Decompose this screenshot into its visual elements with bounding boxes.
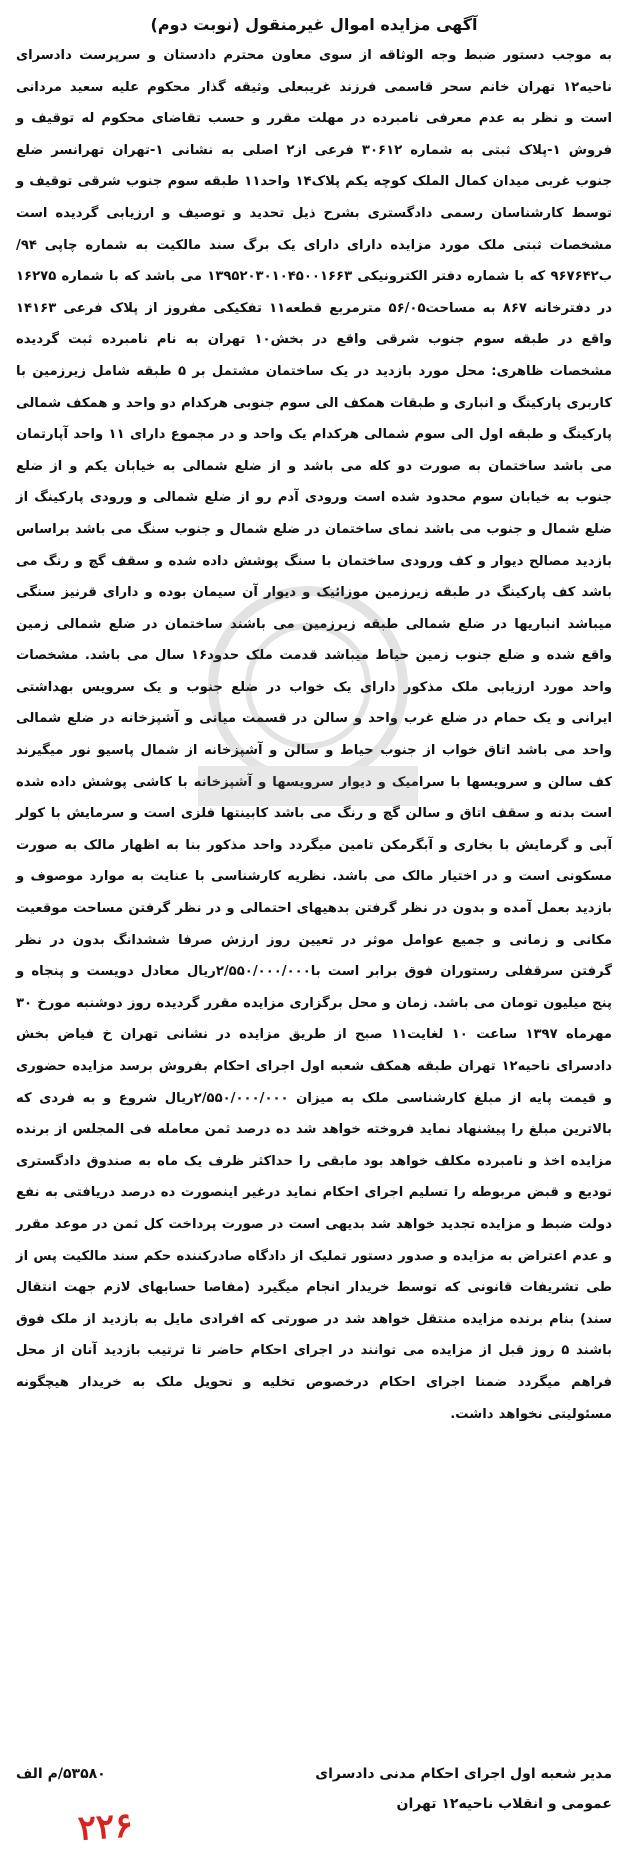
notice-title: آگهی مزایده اموال غیرمنقول (نوبت دوم) xyxy=(150,15,478,34)
footer-row-1 xyxy=(16,1759,612,1789)
handwritten-number: ۲۲۶ xyxy=(76,1805,135,1849)
auction-notice xyxy=(8,6,620,1847)
signature-title-line1: مدیر شعبه اول اجرای احکام مدنی دادسرای xyxy=(315,1766,612,1782)
notice-body: به موجب دستور ضبط وجه الوثاقه از سوی معاون محترم دادستان و سرپرست دادسرای ناحیه۱۲ تهران خانم سحر قاسمی فرزند غریبعلی وثیقه گذار محکوم علیه سعید مردانی است و نظر به عدم معرفی نامبرده در مهلت مقرر و حسب تقاضای محکوم له توقیف و فروش ۱-پلاک ثبتی به شماره ۳۰۶۱۲ فرعی از۲ اصلی به نشانی ۱-تهران تهرانسر ضلع جنوب غربی میدان کمال الملک کوچه یکم پلاک۱۴ واحد۱۱ طبقه سوم جنوب شرقی توقیف و توسط کارشناسان رسمی دادگستری بشرح ذیل تحدید و توصیف و ارزیابی گردیده است مشخصات ثبتی ملک مورد مزایده دارای دارای یک برگ سند مالکیت به شماره چاپی ۹۴/ب۹۶۷۶۴۲ که با شماره دفتر الکترونیکی ۱۳۹۵۲۰۳۰۱۰۴۵۰۰۱۶۶۳ می باشد که با شماره ۱۶۲۷۵ در دفترخانه ۸۶۷ به مساحت۵۶/۰۵ مترمربع قطعه۱۱ تفکیکی مفروز از پلاک فرعی ۱۴۱۶۳ واقع در طبقه سوم جنوب شرقی واقع در بخش۱۰ تهران به نام نامبرده ثبت گردیده مشخصات ظاهری: محل مورد بازدید در یک ساختمان مشتمل بر ۵ طبقه شامل زیرزمین با کاربری پارکینگ و انباری و طبقات همکف الی سوم جنوبی هرکدام دو واحد و همکف شمالی پارکینگ و طبقه اول الی سوم شمالی هرکدام یک واحد و در مجموع دارای ۱۱ واحد آپارتمان می باشد ساختمان به صورت دو کله می باشد و از ضلع شمالی به خیابان یکم و از ضلع جنوب به خیابان سوم محدود شده است ورودی آدم رو از ضلع شمالی و ورودی پارکینگ از ضلع شمال و جنوب می باشد نمای ساختمان در ضلع شمال و جنوب سنگ می باشد براساس بازدید مصالح دیوار و کف ورودی ساختمان با سنگ پوشش داده شده و سقف گچ و رنگ می باشد کف پارکینگ در طبقه زیرزمین موزائیک و دیوار آن سیمان بوده و دارای قرنیز سنگی میباشد انباریها در ضلع شمالی طبقه زیرزمین می باشند ساختمان در ضلع شمالی زمین واقع شده و ضلع جنوب زمین حیاط میباشد قدمت ملک حدود۱۶ سال می باشد. مشخصات واحد مورد ارزیابی ملک مذکور دارای یک خواب در ضلع جنوب و یک سرویس بهداشتی ایرانی و یک حمام در ضلع غرب واحد و سالن در قسمت میانی و آشپزخانه در ضلع شمالی واحد می باشد اتاق خواب از جنوب حیاط و سالن و آشپزخانه از شمال پاسیو نور میگیرند کف سالن و سرویسها با سرامیک و دیوار سرویسها و آشپزخانه با کاشی پوشش داده شده است بدنه و سقف اتاق و سالن گچ و رنگ می باشد کابینتها فلزی است و سرمایش با کولر آبی و گرمایش با بخاری و آبگرمکن تامین میگردد واحد مذکور بنا به اظهار مالک به صورت مسکونی است و در اختیار مالک می باشد. نظریه کارشناسی با عنایت به موارد موصوف و بازدید بعمل آمده و بدون در نظر گرفتن بدهیهای احتمالی و در نظر گرفتن مساحت موقعیت مکانی و زمانی و جمیع عوامل موثر در تعیین روز ارزش صرفا ششدانگ بدون در نظر گرفتن سرقفلی رستوران فوق برابر است با۲/۵۵۰/۰۰۰/۰۰۰ریال معادل دویست و پنجاه و پنج میلیون تومان می باشد. زمان و محل برگزاری مزایده مقرر گردیده روز دوشنبه مورخ ۳۰ مهرماه ۱۳۹۷ ساعت ۱۰ لغایت۱۱ صبح از طریق مزایده در نشانی تهران خ فیاض بخش دادسرای ناحیه۱۲ تهران طبقه همکف شعبه اول اجرای احکام بفروش برسد مزایده حضوری و قیمت پایه از مبلغ کارشناسی ملک به میزان ۲/۵۵۰/۰۰۰/۰۰۰ریال شروع و به فردی که بالاترین مبلغ را پیشنهاد نماید فروخته خواهد شد ده درصد ثمن معامله فی المجلس از برنده مزایده اخذ و نامبرده مکلف خواهد بود مابقی را حداکثر ظرف یک ماه به صندوق دادگستری تودیع و قبض مربوطه را تسلیم اجرای احکام نماید درغیر اینصورت ده درصد دریافتی به نفع دولت ضبط و مزایده تجدید خواهد شد بدیهی است در صورت پرداخت کل ثمن در موعد مقرر و عدم اعتراض به مزایده و صدور دستور تملیک از دادگاه صادرکننده حکم سند مالکیت پس از طی تشریفات قانونی که توسط خریدار انجام میگیرد (مفاصا حسابهای لازم جهت انتقال سند) بنام برنده مزایده منتقل خواهد شد در صورتی که افرادی مایل به بازدید از ملک فوق باشند ۵ روز قبل از مزایده می توانند در اجرای احکام حاضر تا ترتیب بازدید آنان از محل فراهم میگردد ضمنا اجرای احکام درخصوص تخلیه و تحویل ملک به خریدار هیچگونه مسئولیتی نخواهد داشت. xyxy=(16,48,613,1422)
signature-title-line2: عمومی و انقلاب ناحیه۱۲ تهران xyxy=(396,1796,612,1812)
notice-code: ۵۳۵۸۰/م الف xyxy=(16,1766,106,1782)
